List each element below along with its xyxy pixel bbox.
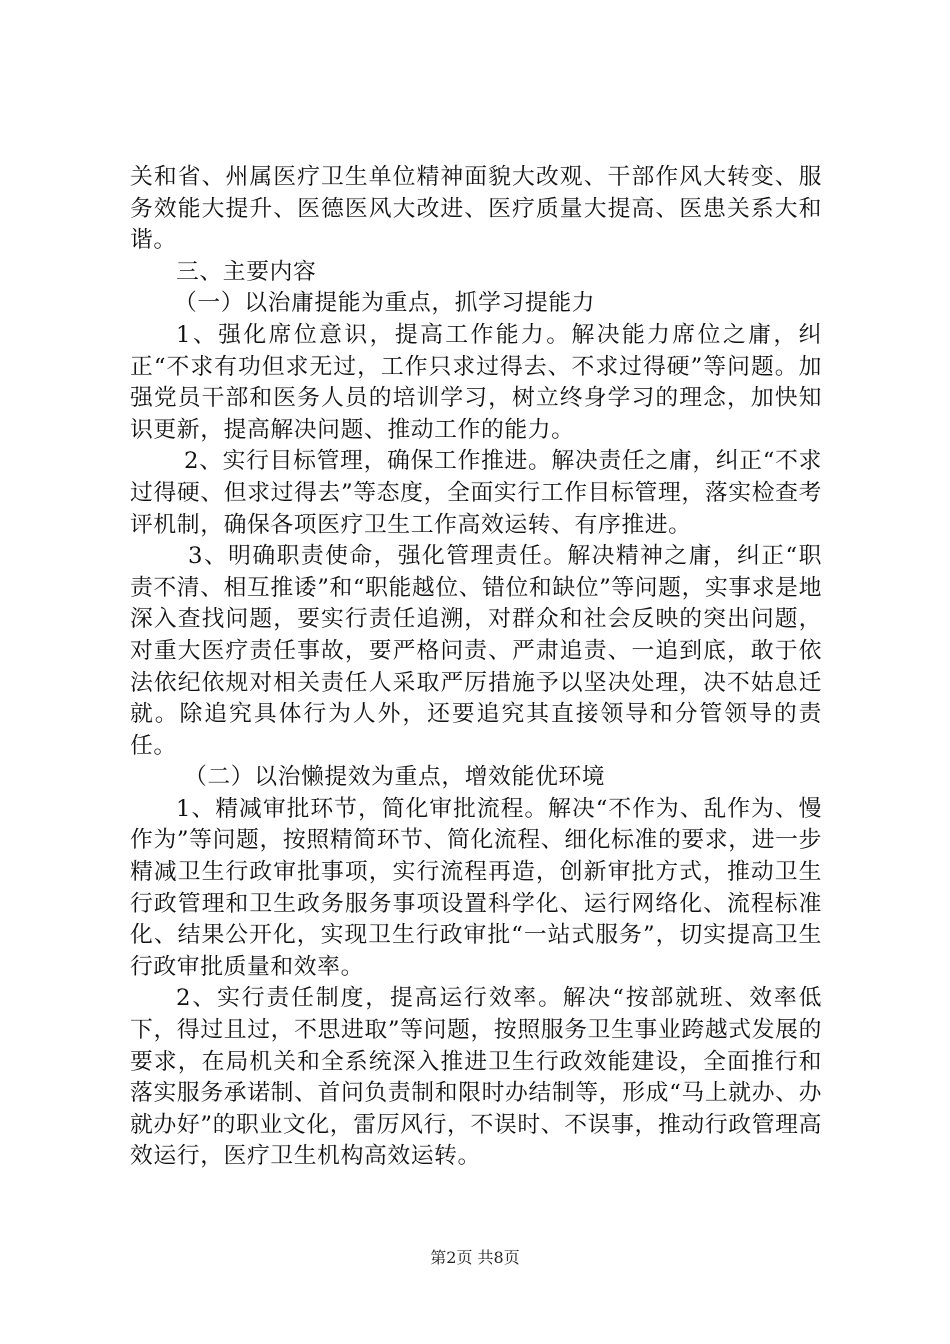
page-number-footer: 第2页 共8页 <box>430 1248 520 1267</box>
paragraph-item-1-2: 2、实行目标管理，确保工作推进。解决责任之庸，纠正“不求过得硬、但求过得去”等态度，全面实行工作目标管理，落实检查考评机制，确保各项医疗卫生工作高效运转、有序推进。 <box>130 448 822 538</box>
subsection-heading-1: （一）以治庸提能为重点，抓学习提能力 <box>174 290 596 317</box>
paragraph-item-2-2: 2、实行责任制度，提高运行效率。解决“按部就班、效率低下，得过且过，不思进取”等问题，按照服务卫生事业跨越式发展的要求，在局机关和全系统深入推进卫生行政效能建设，全面推行和落实服务承诺制、首问负责制和限时办结制等，形成“马上就办、办就办好”的职业文化，雷厉风行，不误时、不误事，推动行政管理高效运行，医疗卫生机构高效运转。 <box>130 985 822 1170</box>
paragraph-item-1-3: 3、明确职责使命，强化管理责任。解决精神之庸，纠正“职责不清、相互推诿”和“职能越位、错位和缺位”等问题，实事求是地深入查找问题，要实行责任追溯，对群众和社会反映的突出问题，对重大医疗责任事故，要严格问责、严肃追责、一追到底，敢于依法依纪依规对相关责任人采取严厉措施予以坚决处理，决不姑息迁就。除追究具体行为人外，还要追究其直接领导和分管领导的责任。 <box>130 543 822 759</box>
subsection-heading-2: （二）以治懒提效为重点，增效能优环境 <box>184 764 606 791</box>
section-heading-main-content: 三、主要内容 <box>176 258 317 285</box>
paragraph-item-2-1: 1、精减审批环节，简化审批流程。解决“不作为、乱作为、慢作为”等问题，按照精简环节、简化流程、细化标准的要求，进一步精减卫生行政审批事项，实行流程再造，创新审批方式，推动卫生行政管理和卫生政务服务事项设置科学化、运行网络化、流程标准化、结果公开化，实现卫生行政审批“一站式服务”，切实提高卫生行政审批质量和效率。 <box>130 795 822 980</box>
document-body <box>130 162 822 1173</box>
paragraph-item-1-1: 1、强化席位意识，提高工作能力。解决能力席位之庸，纠正“不求有功但求无过，工作只求过得去、不求过得硬”等问题。加强党员干部和医务人员的培训学习，树立终身学习的理念，加快知识更新，提高解决问题、推动工作的能力。 <box>130 321 822 443</box>
paragraph-continuation: 关和省、州属医疗卫生单位精神面貌大改观、干部作风大转变、服务效能大提升、医德医风大改进、医疗质量大提高、医患关系大和谐。 <box>130 164 822 254</box>
